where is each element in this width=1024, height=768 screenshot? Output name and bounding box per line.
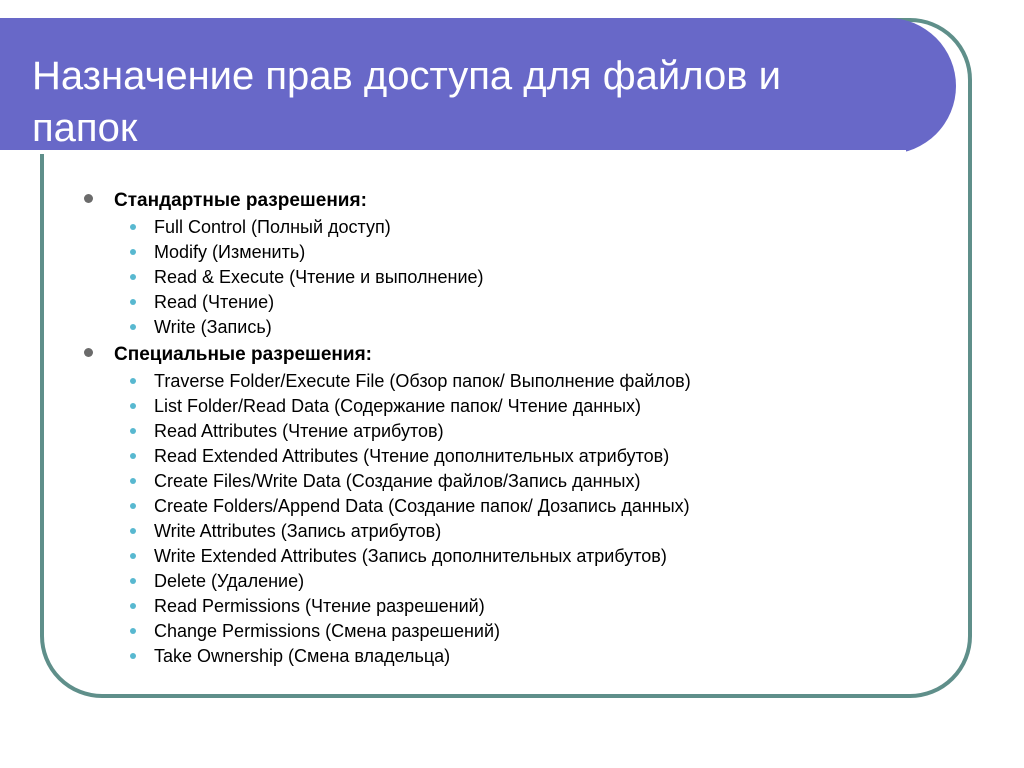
slide-content [84,186,944,669]
list-item-text: Read Extended Attributes (Чтение дополнительных атрибутов) [154,446,670,466]
list-item-text: Read (Чтение) [154,292,275,312]
bullet-icon [130,603,136,609]
bullet-icon [130,528,136,534]
list-item [84,240,944,265]
section-standard-permissions [84,187,944,215]
bullet-icon [130,403,136,409]
list-item-text: Read Permissions (Чтение разрешений) [154,596,485,616]
bullet-icon [84,348,93,357]
list-item [84,444,944,469]
list-item-text: Create Files/Write Data (Создание файлов/Запись данных) [154,471,641,491]
bullet-icon [130,553,136,559]
bullet-icon [130,299,136,305]
list-item-text: Full Control (Полный доступ) [154,217,391,237]
list-item-text: Modify (Изменить) [154,242,306,262]
list-item-text: Take Ownership (Смена владельца) [154,646,451,666]
title-underline [0,150,906,154]
list-item [84,215,944,240]
list-item-text: Traverse Folder/Execute File (Обзор папок/ Выполнение файлов) [154,371,691,391]
list-item-text: Create Folders/Append Data (Создание папок/ Дозапись данных) [154,496,690,516]
bullet-icon [130,274,136,280]
list-item [84,290,944,315]
list-item [84,419,944,444]
list-item [84,369,944,394]
list-item-text: Read & Execute (Чтение и выполнение) [154,267,484,287]
bullet-icon [130,249,136,255]
bullet-icon [130,503,136,509]
section-special-permissions [84,341,944,369]
list-item [84,265,944,290]
list-item [84,315,944,340]
bullet-icon [130,378,136,384]
list-item [84,544,944,569]
bullet-icon [130,478,136,484]
list-item [84,494,944,519]
list-item-text: List Folder/Read Data (Содержание папок/ Чтение данных) [154,396,642,416]
slide-title: Назначение прав доступа для файлов и папок [32,54,781,150]
list-item-text: Write Extended Attributes (Запись дополнительных атрибутов) [154,546,667,566]
list-item-text: Read Attributes (Чтение атрибутов) [154,421,444,441]
bullet-icon [130,453,136,459]
bullet-icon [130,324,136,330]
list-item [84,619,944,644]
bullet-icon [130,578,136,584]
bullet-icon [130,628,136,634]
list-item-text: Change Permissions (Смена разрешений) [154,621,500,641]
list-item [84,519,944,544]
list-item-text: Delete (Удаление) [154,571,305,591]
title-bar [0,18,956,154]
list-item [84,394,944,419]
bullet-icon [84,194,93,203]
list-item-text: Write Attributes (Запись атрибутов) [154,521,442,541]
section-heading: Стандартные разрешения: [114,190,367,211]
list-item [84,644,944,669]
list-item [84,469,944,494]
list-item-text: Write (Запись) [154,317,272,337]
bullet-icon [130,428,136,434]
bullet-icon [130,653,136,659]
bullet-icon [130,224,136,230]
list-item [84,594,944,619]
list-item [84,569,944,594]
section-heading: Специальные разрешения: [114,344,372,365]
